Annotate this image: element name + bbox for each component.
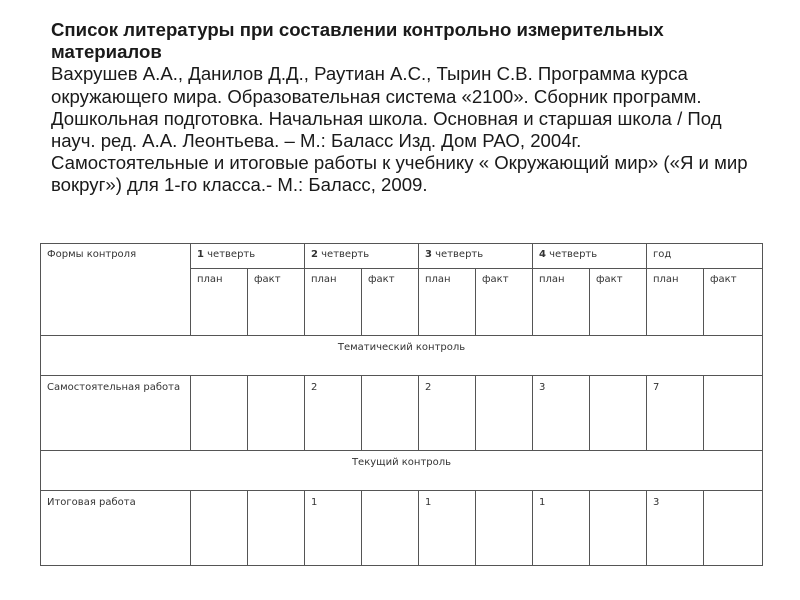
section-title: Тематический контроль <box>41 336 763 376</box>
table-cell <box>476 376 533 451</box>
table-cell: 7 <box>647 376 704 451</box>
table-cell <box>248 376 305 451</box>
table-cell: 3 <box>533 376 590 451</box>
header-row <box>41 244 763 269</box>
row-label: Итоговая работа <box>41 491 191 566</box>
plan-header: план <box>305 269 362 336</box>
plan-header: план <box>419 269 476 336</box>
section-title: Текущий контроль <box>41 451 763 491</box>
period-header-1: 1 четверть <box>191 244 305 269</box>
table-cell <box>191 491 248 566</box>
control-forms-table <box>40 243 763 566</box>
period-header-4: 4 четверть <box>533 244 647 269</box>
fact-header: факт <box>248 269 305 336</box>
plan-header: план <box>647 269 704 336</box>
references-block <box>51 19 763 197</box>
fact-header: факт <box>590 269 647 336</box>
plan-header: план <box>191 269 248 336</box>
fact-header: факт <box>704 269 763 336</box>
section-row <box>41 451 763 491</box>
table-cell: 1 <box>305 491 362 566</box>
table-cell: 1 <box>419 491 476 566</box>
fact-header: факт <box>476 269 533 336</box>
table-cell: 2 <box>419 376 476 451</box>
references-heading: Список литературы при составлении контрольно измерительных материалов <box>51 19 664 63</box>
plan-header: план <box>533 269 590 336</box>
fact-header: факт <box>362 269 419 336</box>
table-cell <box>191 376 248 451</box>
table-cell <box>590 491 647 566</box>
period-header-2: 2 четверть <box>305 244 419 269</box>
table-cell <box>704 491 763 566</box>
table-cell: 3 <box>647 491 704 566</box>
reference-item: Вахрушев А.А., Данилов Д.Д., Раутиан А.С., Тырин С.В. Программа курса окружающего мира. Образовательная система «2100». Сборник программ. Дошкольная подготовка. Начальная школа. Основная и старшая школа / Под науч. ред. А.А. Леонтьева. – М.: Баласс Изд. Дом РАО, 2004г. <box>51 63 722 152</box>
table-cell <box>362 376 419 451</box>
table-cell <box>590 376 647 451</box>
table-cell <box>362 491 419 566</box>
section-row <box>41 336 763 376</box>
period-header-year: год <box>647 244 763 269</box>
table-cell: 2 <box>305 376 362 451</box>
table-cell <box>476 491 533 566</box>
table-cell: 1 <box>533 491 590 566</box>
table-row <box>41 376 763 451</box>
forms-header: Формы контроля <box>41 244 191 336</box>
table-row <box>41 491 763 566</box>
period-header-3: 3 четверть <box>419 244 533 269</box>
table-cell <box>248 491 305 566</box>
reference-item: Самостоятельные и итоговые работы к учебнику « Окружающий мир» («Я и мир вокруг») для 1-го класса.- М.: Баласс, 2009. <box>51 152 748 196</box>
table-cell <box>704 376 763 451</box>
row-label: Самостоятельная работа <box>41 376 191 451</box>
